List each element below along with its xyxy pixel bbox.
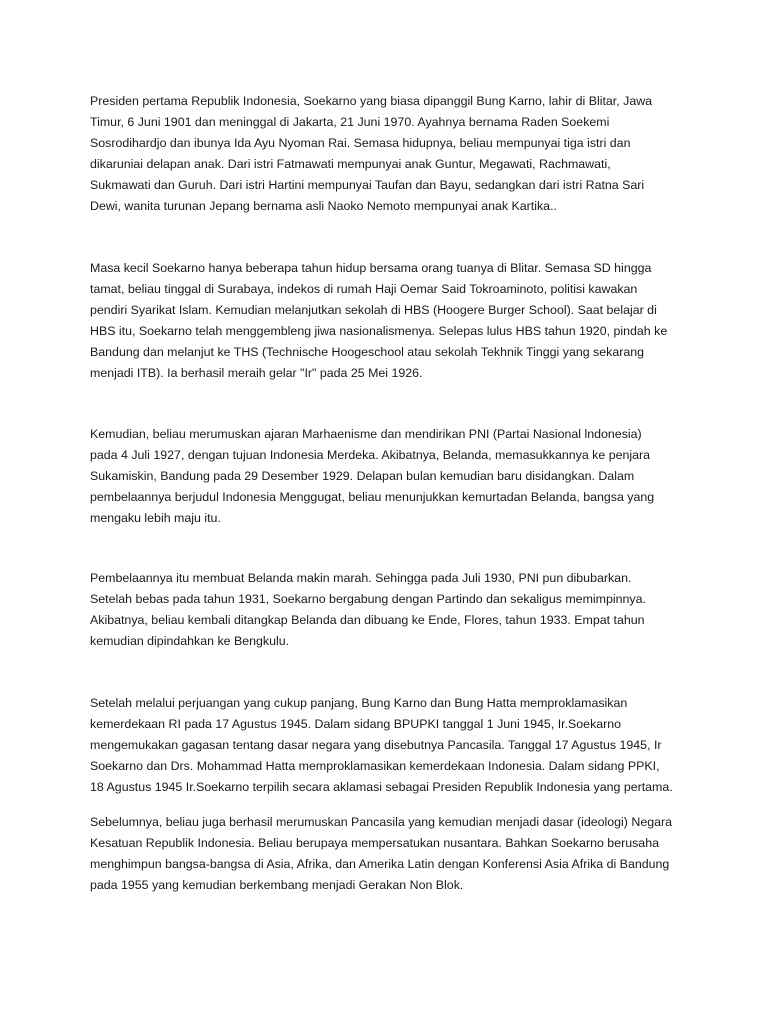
paragraph-line: Sukmawati dan Guruh. Dari istri Hartini mempunyai Taufan dan Bayu, sedangkan dari istri Ratna Sari bbox=[90, 178, 645, 192]
paragraph-line: HBS itu, Soekarno telah menggembleng jiwa nasionalismenya. Selepas lulus HBS tahun 1920, pindah ke bbox=[90, 324, 668, 338]
paragraph-line: Timur, 6 Juni 1901 dan meninggal di Jakarta, 21 Juni 1970. Ayahnya bernama Raden Soekemi bbox=[90, 115, 610, 129]
paragraph-line: mengemukakan gagasan tentang dasar negara yang disebutnya Pancasila. Tanggal 17 Agustus 1945, Ir bbox=[90, 738, 662, 752]
paragraph-line: Setelah melalui perjuangan yang cukup panjang, Bung Karno dan Bung Hatta memproklamasikan bbox=[90, 696, 628, 710]
paragraph-line: pada 1955 yang kemudian berkembang menjadi Gerakan Non Blok. bbox=[90, 878, 464, 892]
paragraph-line: pendiri Syarikat Islam. Kemudian melanjutkan sekolah di HBS (Hoogere Burger School). Saat belajar di bbox=[90, 303, 657, 317]
paragraph-line: Presiden pertama Republik Indonesia, Soekarno yang biasa dipanggil Bung Karno, lahir di Blitar, Jawa bbox=[90, 94, 653, 108]
paragraph-line: Akibatnya, beliau kembali ditangkap Belanda dan dibuang ke Ende, Flores, tahun 1933. Empat tahun bbox=[90, 613, 645, 627]
paragraph-pni bbox=[90, 424, 690, 529]
paragraph-line: Dewi, wanita turunan Jepang bernama asli Naoko Nemoto mempunyai anak Kartika.. bbox=[90, 199, 557, 213]
paragraph-birth-family bbox=[90, 91, 690, 217]
paragraph-line: Masa kecil Soekarno hanya beberapa tahun hidup bersama orang tuanya di Blitar. Semasa SD hingga bbox=[90, 261, 652, 275]
paragraph-line: menjadi ITB). Ia berhasil meraih gelar "Ir" pada 25 Mei 1926. bbox=[90, 366, 423, 380]
paragraph-education bbox=[90, 258, 690, 384]
paragraph-line: kemerdekaan RI pada 17 Agustus 1945. Dalam sidang BPUPKI tanggal 1 Juni 1945, Ir.Soekarno bbox=[90, 717, 622, 731]
paragraph-line: tamat, beliau tinggal di Surabaya, indekos di rumah Haji Oemar Said Tokroaminoto, politisi kawakan bbox=[90, 282, 638, 296]
paragraph-line: Kemudian, beliau merumuskan ajaran Marhaenisme dan mendirikan PNI (Partai Nasional lndonesia) bbox=[90, 427, 642, 441]
paragraph-line: Pembelaannya itu membuat Belanda makin marah. Sehingga pada Juli 1930, PNI pun dibubarkan. bbox=[90, 571, 632, 585]
paragraph-line: mengaku lebih maju itu. bbox=[90, 511, 221, 525]
paragraph-line: Setelah bebas pada tahun 1931, Soekarno bergabung dengan Partindo dan sekaligus memimpinnya. bbox=[90, 592, 646, 606]
paragraph-exile bbox=[90, 568, 690, 652]
paragraph-line: 18 Agustus 1945 Ir.Soekarno terpilih secara aklamasi sebagai Presiden Republik Indonesia yang pertama. bbox=[90, 780, 673, 794]
paragraph-line: dikaruniai delapan anak. Dari istri Fatmawati mempunyai anak Guntur, Megawati, Rachmawati, bbox=[90, 157, 611, 171]
paragraph-line: Sukamiskin, Bandung pada 29 Desember 1929. Delapan bulan kemudian baru disidangkan. Dalam bbox=[90, 469, 635, 483]
paragraph-line: pembelaannya berjudul Indonesia Menggugat, beliau menunjukkan kemurtadan Belanda, bangsa yang bbox=[90, 490, 655, 504]
paragraph-line: Kesatuan Republik Indonesia. Beliau berupaya mempersatukan nusantara. Bahkan Soekarno berusaha bbox=[90, 836, 659, 850]
paragraph-line: pada 4 Juli 1927, dengan tujuan Indonesia Merdeka. Akibatnya, Belanda, memasukkannya ke penjara bbox=[90, 448, 651, 462]
paragraph-line: Bandung dan melanjut ke THS (Technische Hoogeschool atau sekolah Tekhnik Tinggi yang sekarang bbox=[90, 345, 645, 359]
paragraph-line: menghimpun bangsa-bangsa di Asia, Afrika, dan Amerika Latin dengan Konferensi Asia Afrika di Bandung bbox=[90, 857, 670, 871]
paragraph-line: kemudian dipindahkan ke Bengkulu. bbox=[90, 634, 290, 648]
paragraph-line: Soekarno dan Drs. Mohammad Hatta memproklamasikan kemerdekaan Indonesia. Dalam sidang PPKI, bbox=[90, 759, 660, 773]
paragraph-line: Sosrodihardjo dan ibunya Ida Ayu Nyoman Rai. Semasa hidupnya, beliau mempunyai tiga istri dan bbox=[90, 136, 631, 150]
paragraph-proclamation bbox=[90, 693, 690, 798]
paragraph-pancasila bbox=[90, 812, 690, 896]
paragraph-line: Sebelumnya, beliau juga berhasil merumuskan Pancasila yang kemudian menjadi dasar (ideologi) Negara bbox=[90, 815, 673, 829]
